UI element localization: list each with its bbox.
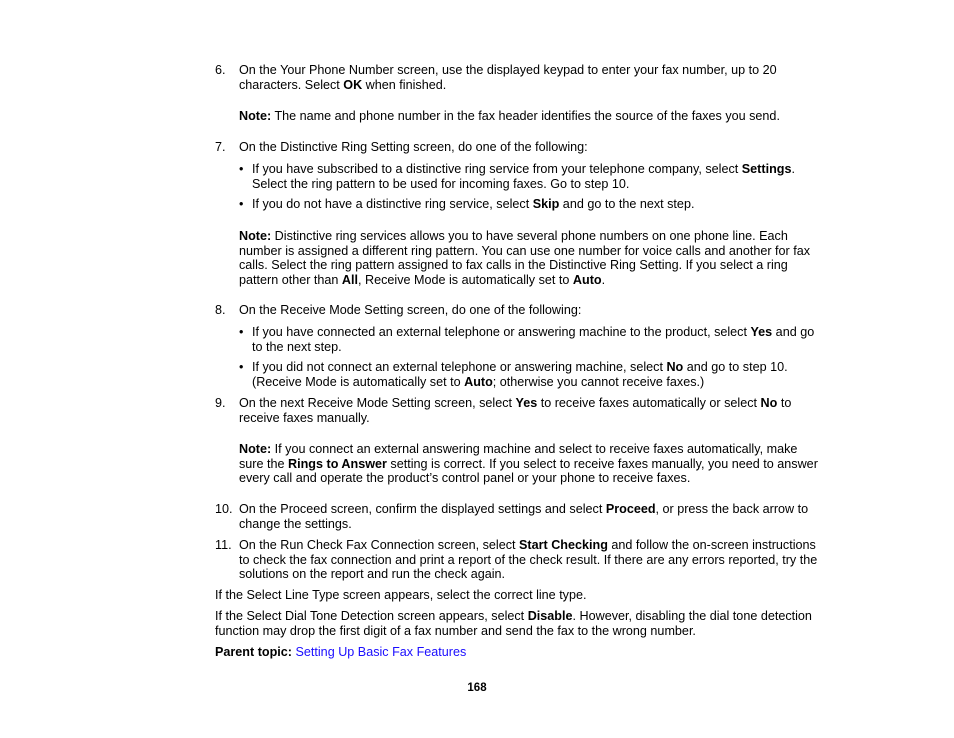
note-text: , Receive Mode is automatically set to: [358, 272, 573, 287]
bullet-dot: •: [239, 197, 244, 211]
text-run: On the Your Phone Number screen, use the displayed keypad to enter your fax number, up to 20 characters. Select: [239, 63, 777, 92]
bold-term: Rings to Answer: [288, 456, 387, 471]
bold-term: Auto: [572, 272, 602, 287]
text-run: and follow the on-screen instructions to check the fax connection and print a report of the check result. If there are any errors reported, try the solutions on the report and run the check again.: [239, 538, 818, 582]
step-text: On the Distinctive Ring Setting screen, do one of the following:: [239, 140, 588, 154]
bullet-7b: [239, 197, 825, 212]
bullet-text: [252, 162, 825, 191]
note-label: Note:: [239, 442, 272, 456]
step-text: [239, 538, 825, 582]
step-text: [239, 396, 825, 425]
bold-term: Yes: [750, 325, 773, 339]
step-number: 8.: [215, 303, 226, 317]
note-step-9: [239, 442, 825, 486]
bold-term: Yes: [515, 396, 538, 410]
bold-term: Auto: [464, 374, 493, 389]
note-label: Note:: [239, 109, 272, 123]
note-text: setting is correct. If you select to receive faxes manually, you need to answer every call and operate the product’s control panel or your phone to receive faxes.: [239, 456, 818, 486]
parent-topic-link[interactable]: Setting Up Basic Fax Features: [295, 645, 467, 659]
bold-term: Start Checking: [519, 538, 608, 552]
bold-term: All: [341, 272, 359, 287]
text-run: . However, disabling the dial tone detection function may drop the first digit of a fax number and send the fax to the wrong number.: [215, 609, 812, 638]
bold-term: Proceed: [605, 502, 656, 516]
text-run: On the next Receive Mode Setting screen, select: [239, 396, 516, 410]
text-run: If you did not connect an external telephone or answering machine, select: [252, 360, 667, 374]
bullet-text: [252, 325, 825, 354]
step-7: [215, 140, 825, 155]
bullet-8b: [239, 360, 825, 389]
paragraph-dial-tone: [215, 609, 825, 638]
note-text: The name and phone number in the fax header identifies the source of the faxes you send.: [271, 109, 780, 123]
text-run: , or press the back arrow to change the settings.: [239, 502, 809, 531]
note-text: .: [601, 272, 606, 287]
note-step-6: [239, 109, 825, 124]
text-run: If the Select Dial Tone Detection screen appears, select: [215, 609, 528, 623]
bullet-dot: •: [239, 360, 244, 374]
text-run: If you have connected an external telephone or answering machine to the product, select: [252, 325, 751, 339]
text-run: when finished.: [362, 77, 447, 92]
text-run: to receive faxes manually.: [239, 396, 792, 425]
bullet-text: [252, 360, 825, 389]
note-step-7: [239, 229, 825, 287]
step-number: 11.: [215, 538, 232, 552]
step-11: [215, 538, 825, 582]
step-8: [215, 303, 825, 318]
text-run: . Select the ring pattern to be used for incoming faxes. Go to step 10.: [252, 162, 795, 191]
parent-topic: [215, 645, 825, 660]
step-number: 7.: [215, 140, 226, 154]
step-text: On the Receive Mode Setting screen, do one of the following:: [239, 303, 582, 317]
bold-term: OK: [343, 77, 363, 92]
bold-term: No: [760, 396, 778, 410]
text-run: If you have subscribed to a distinctive ring service from your telephone company, select: [252, 162, 742, 176]
paragraph-line-type: If the Select Line Type screen appears, select the correct line type.: [215, 588, 587, 602]
step-9: [215, 396, 825, 425]
bold-term: No: [666, 360, 684, 374]
text-run: to receive faxes automatically or select: [537, 396, 761, 410]
step-text: [239, 502, 825, 531]
bold-term: Skip: [532, 197, 560, 211]
text-run: and go to step 10. (Receive Mode is automatically set to: [252, 360, 788, 389]
step-number: 9.: [215, 396, 226, 410]
note-label: Note:: [239, 229, 272, 243]
note-text: Distinctive ring services allows you to have several phone numbers on one phone line. Each number is assigned a different ring pattern. You can use one number for voice calls and another for fax calls. Select the ring pattern assigned to fax calls in the Distinctive Ring Setting. If you select a ring pattern other than: [239, 229, 811, 287]
bullet-dot: •: [239, 325, 244, 339]
step-6: [215, 63, 825, 92]
parent-topic-label: Parent topic:: [215, 645, 292, 659]
text-run: ; otherwise you cannot receive faxes.): [492, 374, 705, 389]
text-run: On the Proceed screen, confirm the displayed settings and select: [239, 502, 606, 516]
bold-term: Disable: [527, 609, 573, 623]
page-number: 168: [467, 682, 487, 694]
bullet-8a: [239, 325, 825, 354]
text-run: On the Run Check Fax Connection screen, select: [239, 538, 520, 552]
note-text: If you connect an external answering machine and select to receive faxes automatically, make sure the: [239, 442, 798, 471]
bullet-text: [252, 197, 825, 212]
step-number: 10.: [215, 502, 233, 516]
bold-term: Settings: [741, 162, 792, 176]
step-text: [239, 63, 825, 92]
text-run: and go to the next step.: [559, 197, 695, 211]
bullet-dot: •: [239, 162, 244, 176]
step-10: [215, 502, 825, 531]
step-number: 6.: [215, 63, 226, 77]
text-run: If you do not have a distinctive ring service, select: [252, 197, 533, 211]
bullet-7a: [239, 162, 825, 191]
text-run: and go to the next step.: [252, 325, 815, 354]
